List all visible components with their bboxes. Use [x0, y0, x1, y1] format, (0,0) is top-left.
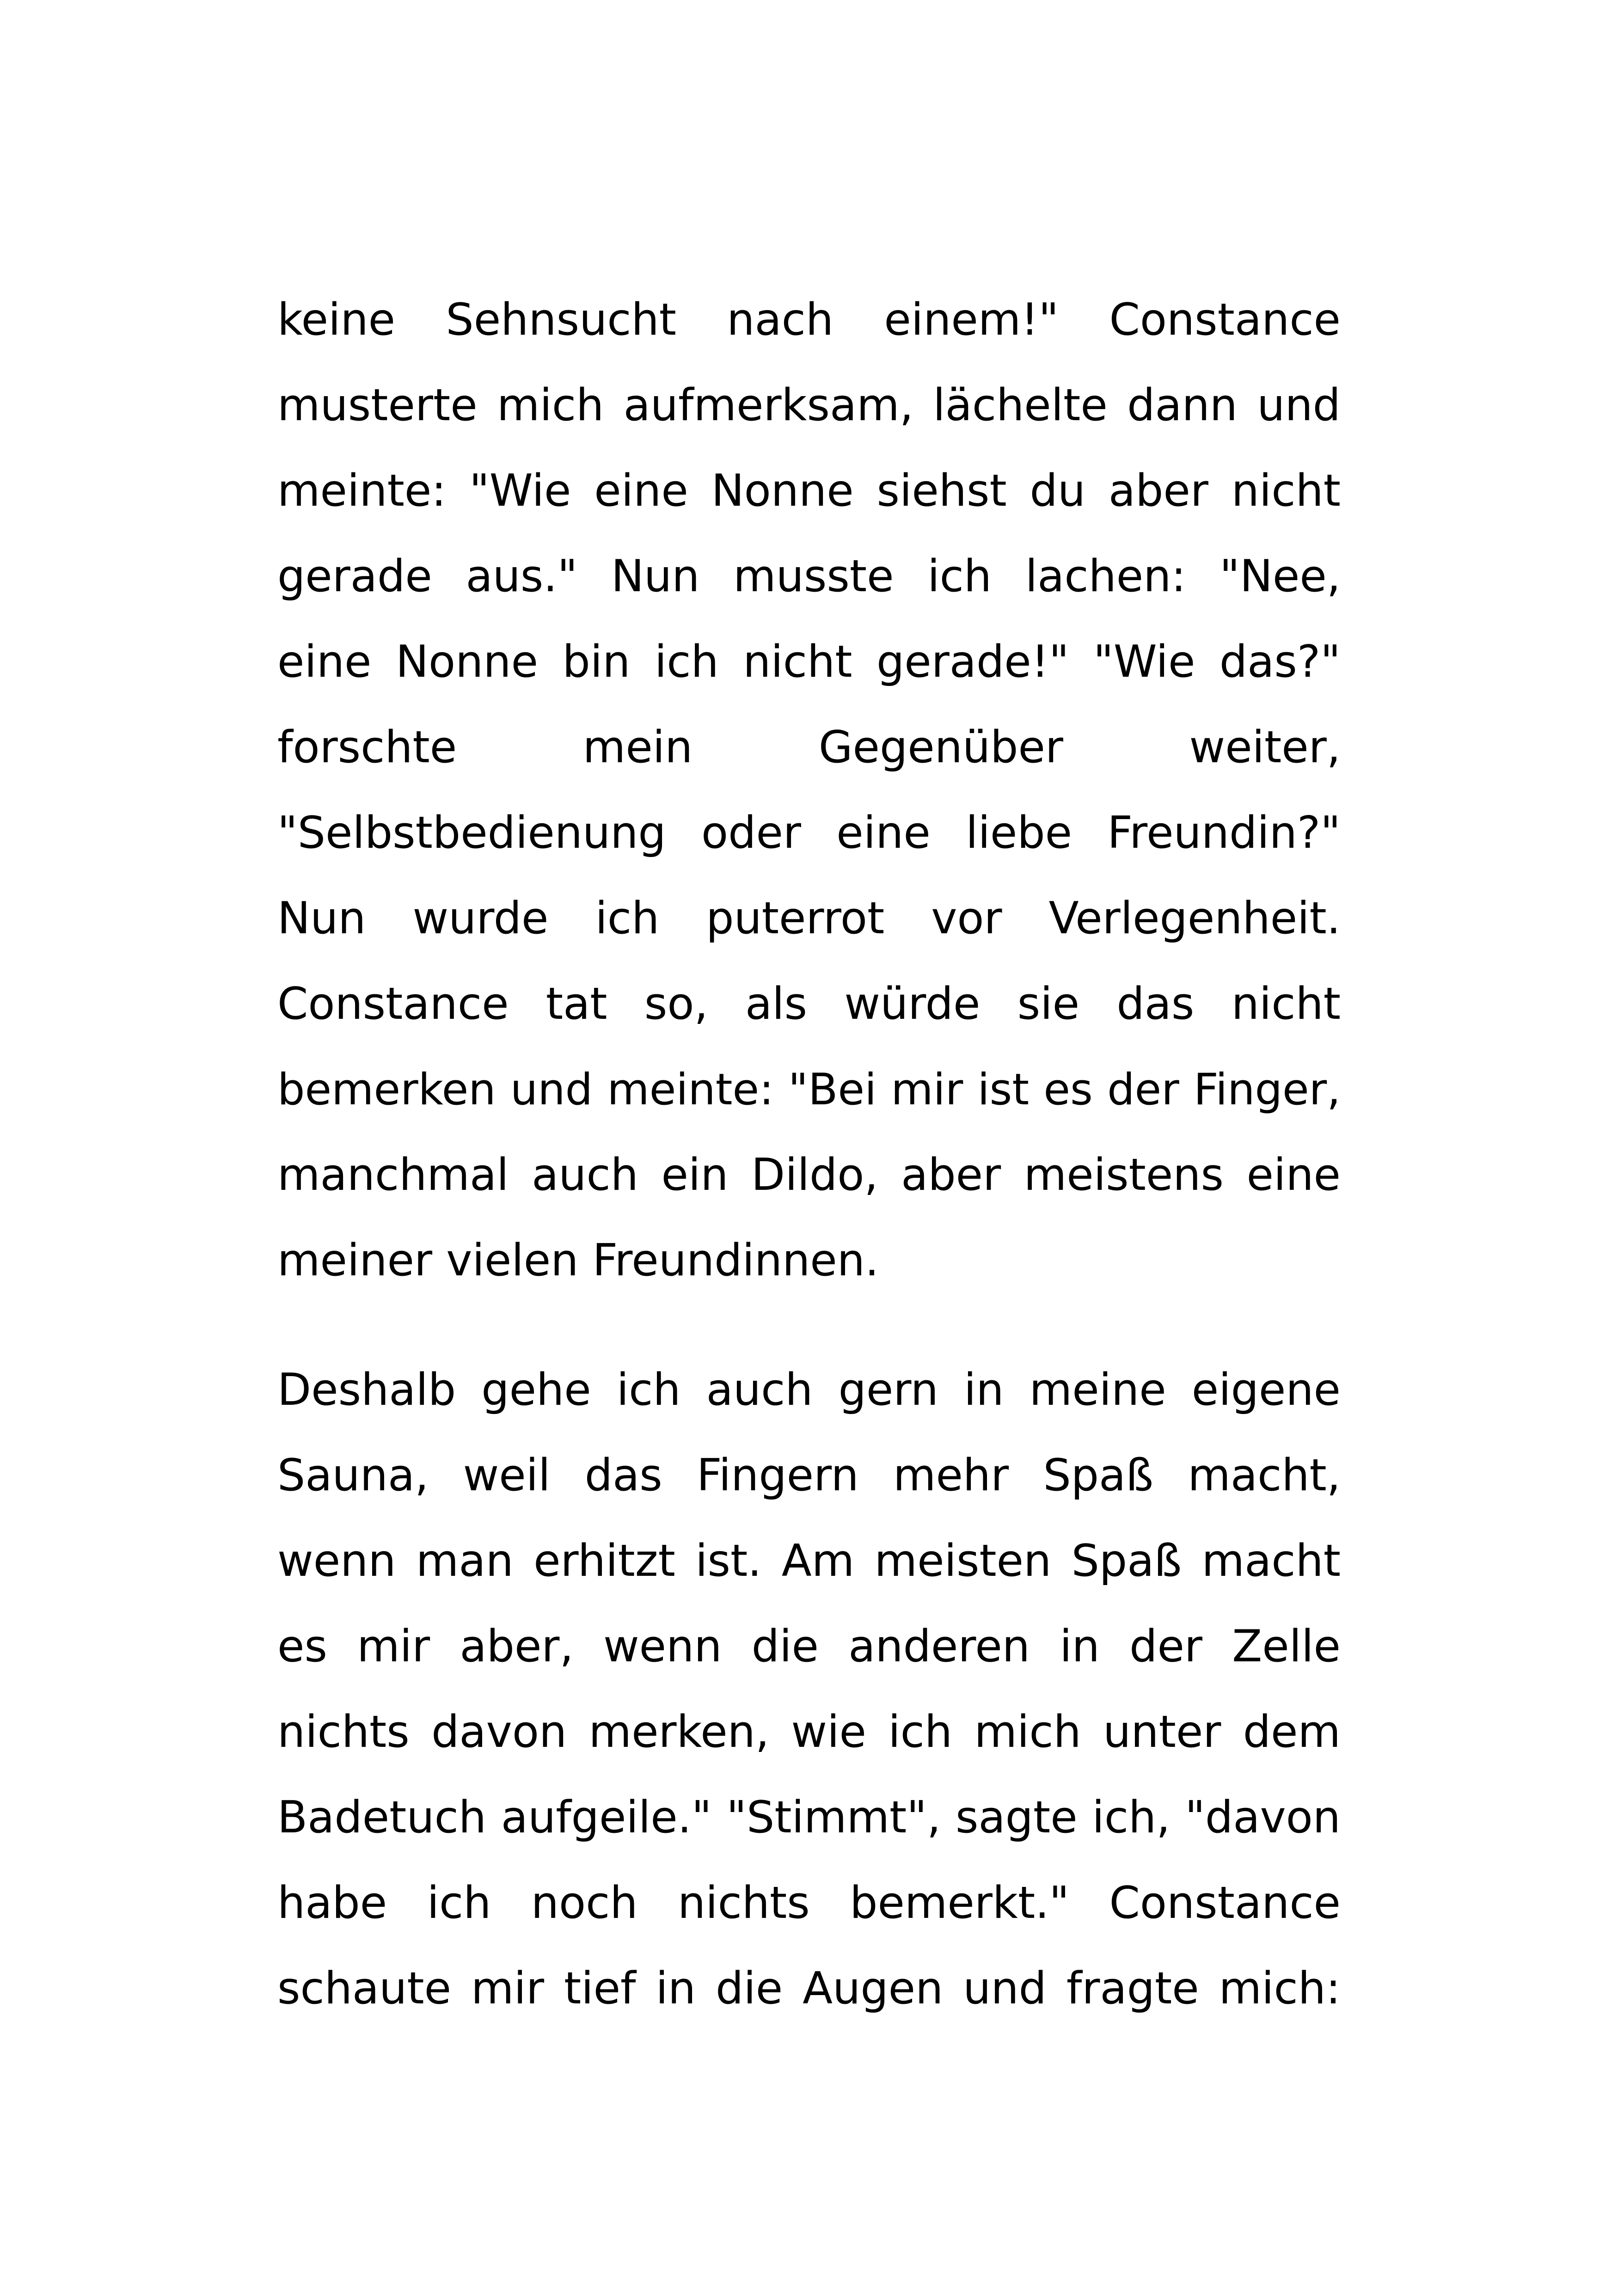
text-line: bemerken und meinte: "Bei mir ist es der Finger,	[277, 1065, 1341, 1115]
text-line: manchmal auch ein Dildo, aber meistens eine	[277, 1150, 1341, 1200]
text-line: "Selbstbedienung oder eine liebe Freundin?"	[277, 808, 1341, 858]
text-line: nichts davon merken, wie ich mich unter dem	[277, 1707, 1341, 1757]
text-line: es mir aber, wenn die anderen in der Zelle	[277, 1621, 1341, 1672]
text-line: meiner vielen Freundinnen.	[277, 1235, 879, 1286]
text-line: forschte mein Gegenüber weiter,	[277, 722, 1341, 773]
text-line: gerade aus." Nun musste ich lachen: "Nee,	[277, 551, 1341, 602]
text-line: schaute mir tief in die Augen und fragte mich:	[277, 1963, 1341, 2014]
text-line: musterte mich aufmerksam, lächelte dann und	[277, 380, 1341, 431]
text-line: Constance tat so, als würde sie das nicht	[277, 979, 1341, 1029]
text-line: Badetuch aufgeile." "Stimmt", sagte ich, "davon	[277, 1792, 1341, 1843]
paragraph-2	[277, 1347, 1341, 2032]
text-line: keine Sehnsucht nach einem!" Constance	[277, 294, 1341, 345]
text-line: eine Nonne bin ich nicht gerade!" "Wie das?"	[277, 637, 1341, 687]
text-line: Nun wurde ich puterrot vor Verlegenheit.	[277, 893, 1341, 944]
text-line: meinte: "Wie eine Nonne siehst du aber nicht	[277, 465, 1341, 516]
paragraph-1	[277, 277, 1341, 1304]
text-line: wenn man erhitzt ist. Am meisten Spaß macht	[277, 1536, 1341, 1586]
text-line: Sauna, weil das Fingern mehr Spaß macht,	[277, 1450, 1341, 1501]
text-line: habe ich noch nichts bemerkt." Constance	[277, 1878, 1341, 1929]
text-line: Deshalb gehe ich auch gern in meine eigene	[277, 1365, 1341, 1415]
